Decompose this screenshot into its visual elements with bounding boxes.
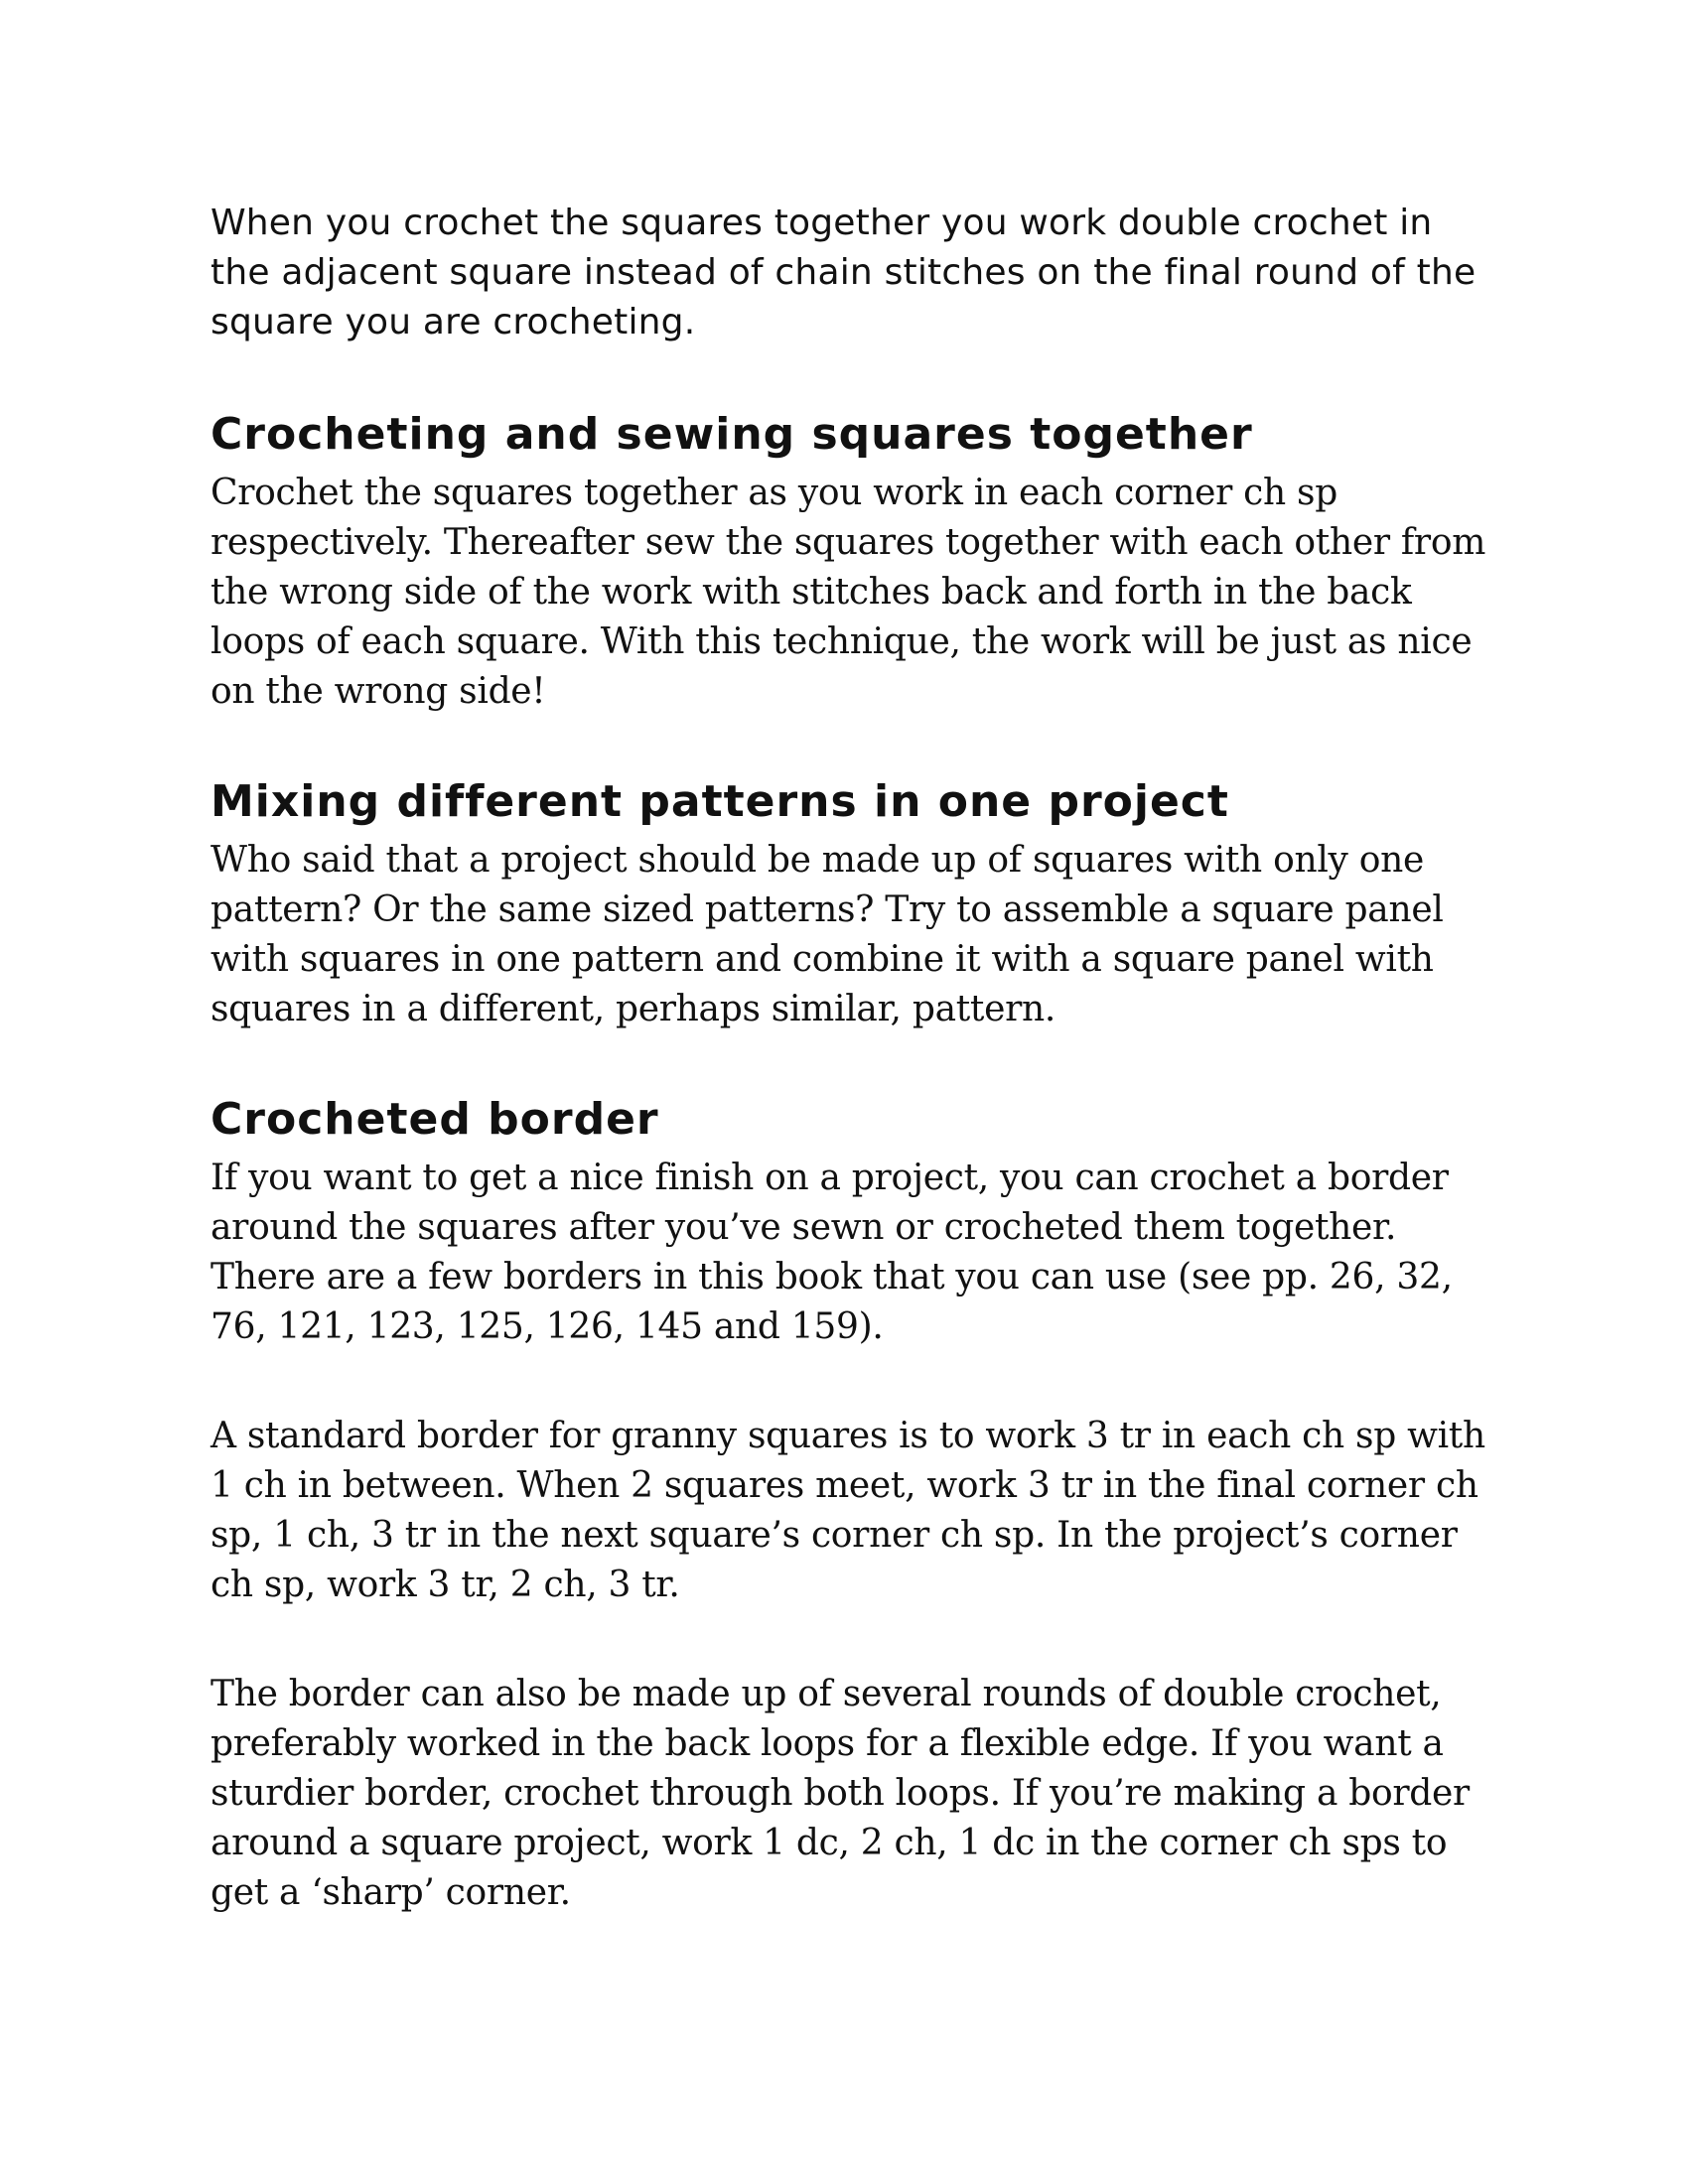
section-paragraph: If you want to get a nice finish on a project, you can crochet a border around the squares after you’ve sewn or crocheted them together. There are a few borders in this book that you can use (see pp. 26, 32, 76, 121, 123, 125, 126, 145 and 159). (211, 1158, 1453, 1347)
section-sewing-squares (211, 407, 1501, 717)
document-page (211, 199, 1501, 1976)
intro-paragraph: When you crochet the squares together you work double crochet in the adjacent square instead of chain stitches on the final round of the square you are crocheting. (211, 203, 1477, 342)
section-heading: Crocheted border (211, 1094, 659, 1145)
section-paragraph: The border can also be made up of several rounds of double crochet, preferably worked in the back loops for a flexible edge. If you want a sturdier border, crochet through both loops. If you’re making a border around a square project, work 1 dc, 2 ch, 1 dc in the corner ch sps to get a ‘sharp’ corner. (211, 1674, 1470, 1913)
section-paragraph: Who said that a project should be made up of squares with only one pattern? Or the same sized patterns? Try to assemble a square panel with squares in one pattern and combine it with a square panel with squares in a different, perhaps similar, pattern. (211, 840, 1444, 1029)
section-heading: Crocheting and sewing squares together (211, 409, 1253, 460)
section-paragraph: Crochet the squares together as you work in each corner ch sp respectively. Thereafter sew the squares together with each other from the wrong side of the work with stitches back and forth in the back loops of each square. With this technique, the work will be just as nice on the wrong side! (211, 473, 1486, 712)
section-paragraph: A standard border for granny squares is to work 3 tr in each ch sp with 1 ch in between. When 2 squares meet, work 3 tr in the final corner ch sp, 1 ch, 3 tr in the next square’s corner ch sp. In the project’s corner ch sp, work 3 tr, 2 ch, 3 tr. (211, 1416, 1485, 1605)
section-crocheted-border (211, 1092, 1501, 1918)
section-mixing-patterns (211, 774, 1501, 1034)
section-heading: Mixing different patterns in one project (211, 776, 1229, 827)
